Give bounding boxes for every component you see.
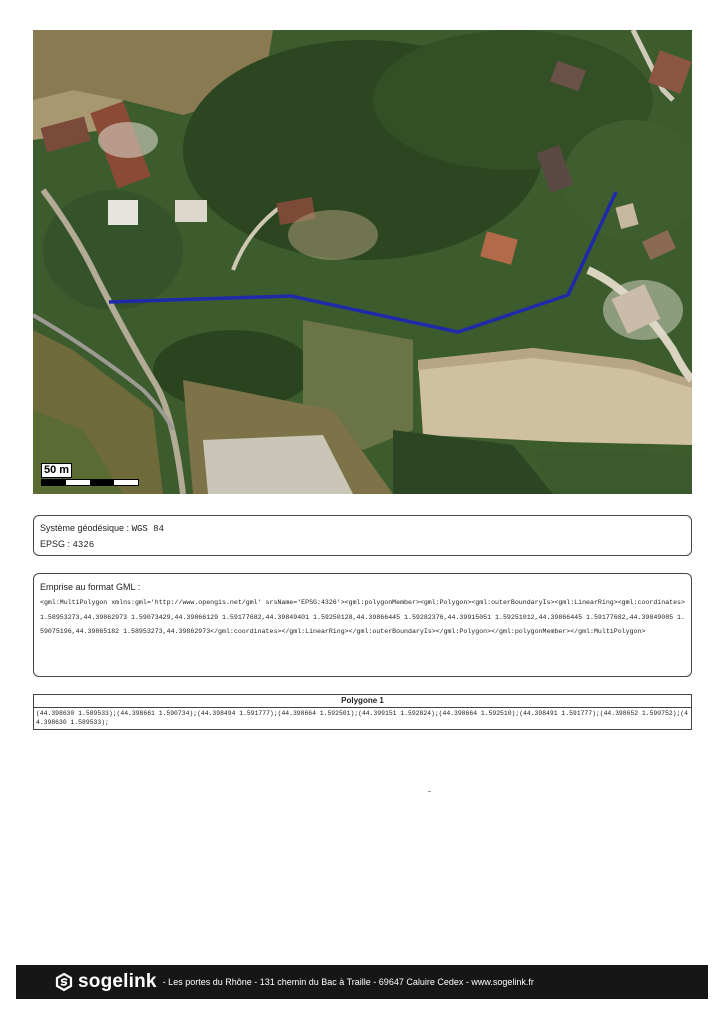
scale-ruler — [41, 479, 139, 486]
footer-bar — [16, 965, 708, 999]
system-label: Système géodésique : — [40, 523, 130, 533]
system-value: WGS 84 — [131, 524, 164, 534]
aerial-map[interactable] — [33, 30, 692, 494]
map-imagery — [33, 30, 692, 494]
stray-mark — [428, 791, 431, 792]
geodesic-system-row — [40, 521, 685, 537]
brand-name: sogelink — [78, 971, 157, 992]
scale-bar — [41, 460, 139, 486]
epsg-value: 4326 — [72, 540, 95, 550]
footer-address: - Les portes du Rhône - 131 chemin du Bac à Traille - 69647 Caluire Cedex - www.sogelink.fr — [162, 977, 534, 987]
scale-label: 50 m — [41, 463, 72, 478]
gml-title: Emprise au format GML : — [40, 582, 141, 592]
polygon-title: Polygone 1 — [34, 695, 691, 708]
epsg-row — [40, 537, 685, 553]
sogelink-logo-icon — [54, 972, 74, 992]
geodesic-info-box — [33, 515, 692, 556]
sogelink-logo[interactable] — [54, 971, 157, 993]
gml-box — [33, 573, 692, 677]
polygon-table — [33, 694, 692, 730]
epsg-label: EPSG : — [40, 539, 71, 549]
polygon-coords: (44.398630 1.589533);(44.398661 1.590734);(44.398494 1.591777);(44.398664 1.592501);(44.399151 1.592824);(44.398664 1.592510);(44.398491 1.591777);(44.398652 1.590752);(44.398630 1.589533); — [36, 710, 688, 726]
gml-text: <gml:MultiPolygon xmlns:gml='http://www.opengis.net/gml' srsName='EPSG:4326'><gml:polygonMember><gml:Polygon><gml:outerBoundaryIs><gml:LinearRing><gml:coordinates>1.58953273,44.39862973 1.59073429,44.39866129 1.59177682,44.39849401 1.59250128,44.39866445 1.59282376,44.39915051 1.59251012,44.39866445 1.59177682,44.39849085 1.59075196,44.39865182 1.58953273,44.39862973</gml:coordinates></gml:LinearRing></gml:outerBoundaryIs></gml:Polygon></gml:polygonMember></gml:MultiPolygon> — [40, 599, 685, 635]
